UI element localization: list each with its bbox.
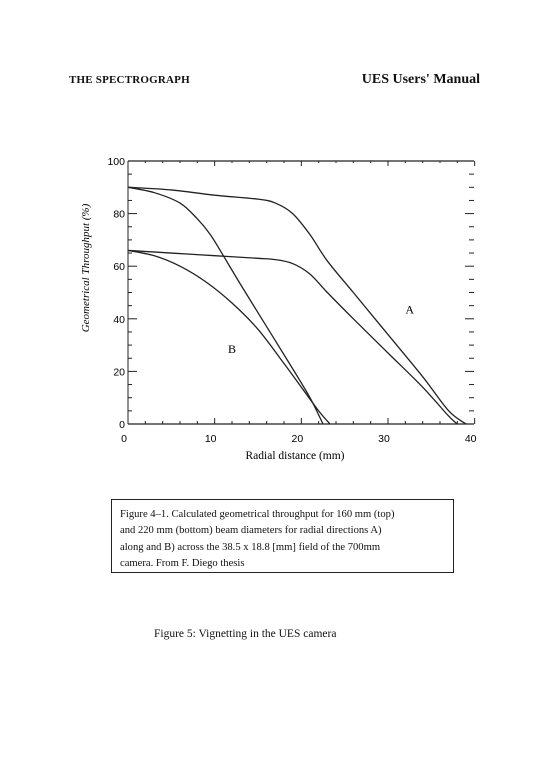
- chart-axes: [128, 161, 475, 424]
- series-line-3: [128, 250, 457, 424]
- y-tick-label: 60: [113, 261, 125, 274]
- annotation-label-a: A: [405, 302, 415, 317]
- running-header-right: UES Users' Manual: [361, 72, 480, 87]
- x-axis-label: Radial distance (mm): [245, 450, 345, 462]
- x-tick-label: 30: [378, 433, 390, 445]
- y-tick-label: 100: [107, 156, 125, 168]
- running-header-left: THE SPECTROGRAPH: [69, 74, 190, 86]
- y-axis-label: Geometrical Throughput (%): [80, 203, 92, 333]
- y-tick-label: 20: [113, 366, 125, 379]
- annotation-label-b: B: [227, 341, 237, 356]
- series-line-1: [128, 187, 466, 424]
- x-tick-label: 20: [291, 433, 304, 445]
- tick-labels: [107, 156, 476, 445]
- x-tick-label: 0: [121, 433, 127, 445]
- figure-caption: Figure 5: Vignetting in the UES camera: [154, 628, 337, 640]
- caption-line: and 220 mm (bottom) beam diameters for radial directions A): [120, 525, 382, 537]
- y-tick-label: 40: [113, 313, 125, 326]
- series-lines: [128, 187, 466, 424]
- y-tick-label: 80: [113, 208, 125, 221]
- figure-caption-box: [111, 499, 454, 573]
- series-line-4: [128, 250, 330, 424]
- caption-line: camera. From F. Diego thesis: [120, 557, 245, 569]
- caption-line: Figure 4–1. Calculated geometrical throughput for 160 mm (top): [120, 509, 395, 520]
- caption-line: along and B) across the 38.5 x 18.8 [mm] field of the 700mm: [120, 541, 381, 553]
- x-tick-label: 10: [204, 433, 217, 445]
- x-tick-label: 40: [464, 433, 477, 445]
- y-tick-label: 0: [119, 419, 125, 431]
- series-line-2: [128, 187, 323, 424]
